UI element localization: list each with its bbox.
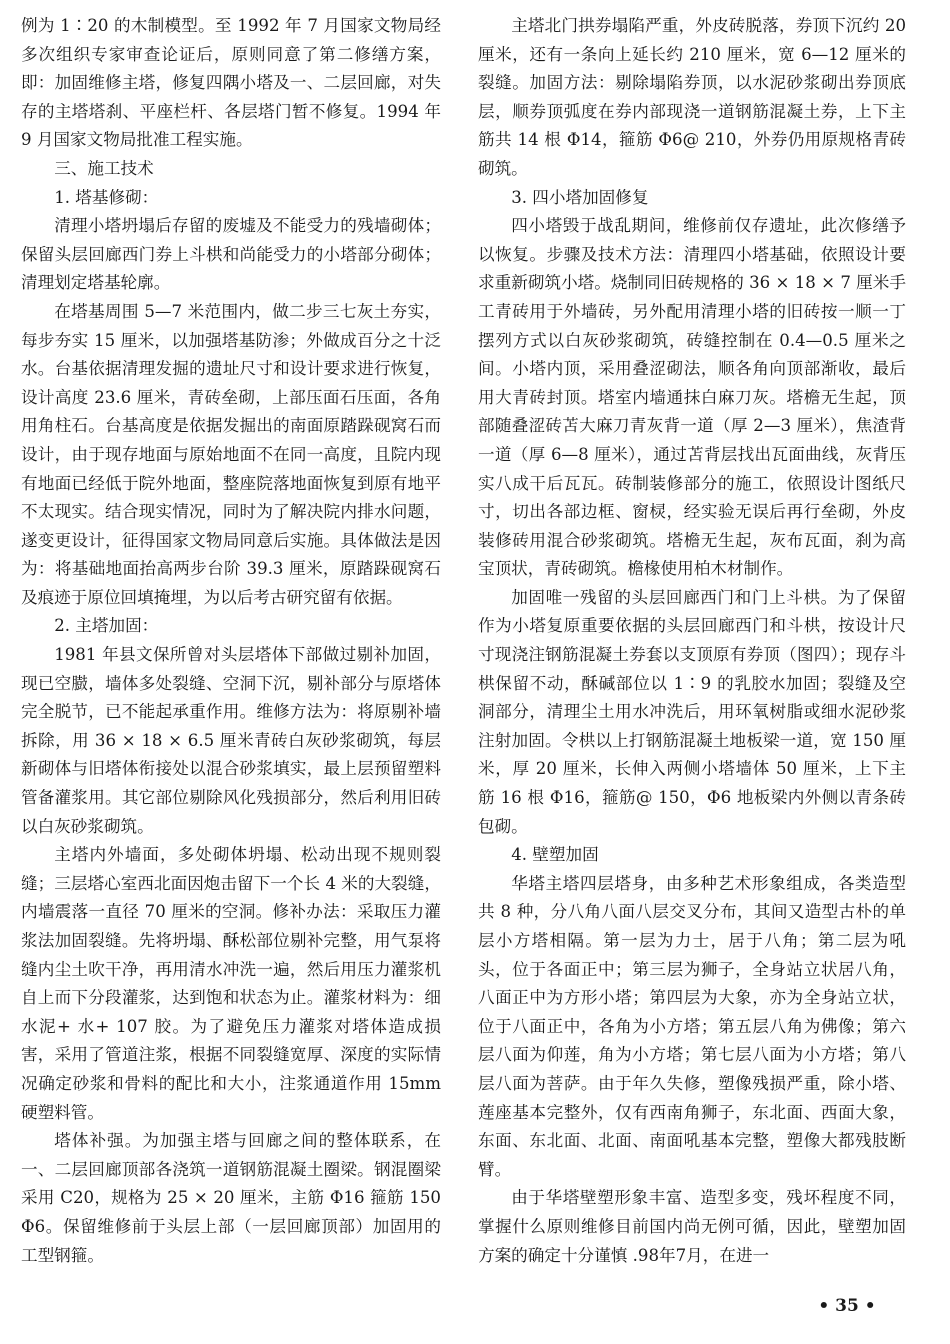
section-heading: 三、施工技术 <box>54 158 154 178</box>
left-column <box>21 12 441 1270</box>
paragraph: 四小塔毁于战乱期间，维修前仅存遗址，此次修缮予以恢复。步骤及技术方法：清理四小塔基础，依照设计要求重新砌筑小塔。烧制同旧砖规格的 36 × 18 × 7 厘米手工青砖用于外墙砖，另外配用清理小塔的旧砖按一顺一丁摆列方式以白灰砂浆砌筑，砖缝控制在 0.4—0.5 厘米之间。小塔内顶，采用叠涩砌法，顺各角向顶部渐收，最后用大青砖封顶。塔室内墙通抹白麻刀灰。塔檐无生起，顶部随叠涩砖苫大麻刀青灰背一道（厚 2—3 厘米），焦渣背一道（厚 6—8 厘米），通过苫背层找出瓦面曲线，灰背压实八成干后瓦瓦。砖制装修部分的施工，依照设计图纸尺寸，切出各部边框、窗棂，经实验无误后再行垒砌，外皮装修砖用混合砂浆砌筑。塔檐无生起，灰布瓦面，刹为高宝顶状，青砖砌筑。檐椽使用柏木材制作。 <box>478 216 906 579</box>
paragraph: 在塔基周围 5—7 米范围内，做二步三七灰土夯实，每步夯实 15 厘米，以加强塔基防渗；外做成百分之十泛水。台基依据清理发掘的遗址尺寸和设计要求进行恢复，设计高度 23.6 厘米，青砖垒砌，上部压面石压面，各角用角柱石。台基高度是依据发掘出的南面原踏跺砚窝石而设计，由于现存地面与原始地面不在同一高度，且院内现有地面已经低于院外地面，整座院落地面恢复到原有地平不太现实。结合现实情况，同时为了解决院内排水问题，遂变更设计，征得国家文物局同意后实施。具体做法是因为：将基础地面抬高两步台阶 39.3 厘米，原踏跺砚窝石及痕迹于原位回填掩埋，为以后考古研究留有依据。 <box>21 301 441 607</box>
page-number: • 35 • <box>818 1296 876 1316</box>
paragraph: 塔体补强。为加强主塔与回廊之间的整体联系，在一、二层回廊顶部各浇筑一道钢筋混凝土圈梁。钢混圈梁采用 C20，规格为 25 × 20 厘米，主筋 Φ16 箍筋 150Φ6。保留维修前于头层上部（一层回廊顶部）加固用的工型钢箍。 <box>21 1131 441 1265</box>
paragraph: 华塔主塔四层塔身，由多种艺术形象组成，各类造型共 8 种，分八角八面八层交叉分布，其间又造型古朴的单层小方塔相隔。第一层为力士，居于八角；第二层为吼头，位于各面正中；第三层为狮子，全身站立状居八角，八面正中为方形小塔；第四层为大象，亦为全身站立状，位于八面正中，各角为小方塔；第五层八角为佛像；第六层八面为仰莲，角为小方塔；第七层八面为小方塔；第八层八面为菩萨。由于年久失修，塑像残损严重，除小塔、莲座基本完整外，仅有西南角狮子，东北面、西面大象，东面、东北面、北面、南面吼基本完整，塑像大都残肢断臂。 <box>478 873 906 1179</box>
paragraph: 加固唯一残留的头层回廊西门和门上斗栱。为了保留作为小塔复原重要依据的头层回廊西门和斗栱，按设计尺寸现浇注钢筋混凝土券套以支顶原有券顶（图四）；现存斗栱保留不动，酥碱部位以 1∶9 的乳胶水加固；裂缝及空洞部分，清理尘土用水冲洗后，用环氧树脂或细水泥砂浆注射加固。令栱以上打钢筋混凝土地板梁一道，宽 150 厘米，厚 20 厘米，长伸入两侧小塔墙体 50 厘米，上下主筋 16 根 Φ16，箍筋@ 150，Φ6 地板梁内外侧以青条砖包砌。 <box>478 587 906 836</box>
paragraph: 清理小塔坍塌后存留的废墟及不能受力的残墙砌体；保留头层回廊西门券上斗栱和尚能受力的小塔部分砌体；清理划定塔基轮廓。 <box>21 216 441 293</box>
subsection-heading: 2. 主塔加固： <box>54 616 159 636</box>
subsection-heading: 1. 塔基修砌： <box>54 187 159 207</box>
subsection-heading: 4. 壁塑加固 <box>511 845 599 865</box>
right-column <box>478 12 906 1270</box>
paragraph: 主塔内外墙面，多处砌体坍塌、松动出现不规则裂缝；三层塔心室西北面因炮击留下一个长 4 米的大裂缝，内墙震落一直径 70 厘米的空洞。修补办法：采取压力灌浆法加固裂缝。先将坍塌、酥松部位剔补完整，用气泵将缝内尘土吹干净，再用清水冲洗一遍，然后用压力灌浆机自上而下分段灌浆，达到饱和状态为止。灌浆材料为：细水泥+ 水+ 107 胶。为了避免压力灌浆对塔体造成损害，采用了管道注浆，根据不同裂缝宽厚、深度的实际情况确定砂浆和骨料的配比和大小，注浆通道作用 15mm 硬塑料管。 <box>21 845 441 1122</box>
paragraph: 主塔北门拱券塌陷严重，外皮砖脱落，券顶下沉约 20 厘米，还有一条向上延长约 210 厘米，宽 6—12 厘米的裂缝。加固方法：剔除塌陷券顶，以水泥砂浆砌出券顶底层，顺券顶弧度在券内部现浇一道钢筋混凝土券，上下主筋共 14 根 Φ14，箍筋 Φ6@ 210，外券仍用原规格青砖砌筑。 <box>478 16 906 178</box>
subsection-heading: 3. 四小塔加固修复 <box>511 187 649 207</box>
paragraph-continued: 例为 1∶20 的木制模型。至 1992 年 7 月国家文物局经多次组织专家审查论证后，原则同意了第二修缮方案，即：加固维修主塔，修复四隅小塔及一、二层回廊，对失存的主塔塔刹、平座栏杆、各层塔门暂不修复。1994 年 9 月国家文物局批准工程实施。 <box>21 16 441 150</box>
paragraph: 由于华塔壁塑形象丰富、造型多变，残坏程度不同，掌握什么原则维修目前国内尚无例可循，因此，壁塑加固方案的确定十分谨慎 .98年7月，在进一 <box>478 1188 906 1265</box>
paragraph: 1981 年县文保所曾对头层塔体下部做过剔补加固，现已空臌，墙体多处裂缝、空洞下沉，剔补部分与原塔体完全脱节，已不能起承重作用。维修方法为：将原剔补墙拆除，用 36 × 18 × 6.5 厘米青砖白灰砂浆砌筑，每层新砌体与旧塔体衔接处以混合砂浆填实，最上层预留塑料管备灌浆用。其它部位剔除风化残损部分，然后利用旧砖以白灰砂浆砌筑。 <box>21 645 441 836</box>
